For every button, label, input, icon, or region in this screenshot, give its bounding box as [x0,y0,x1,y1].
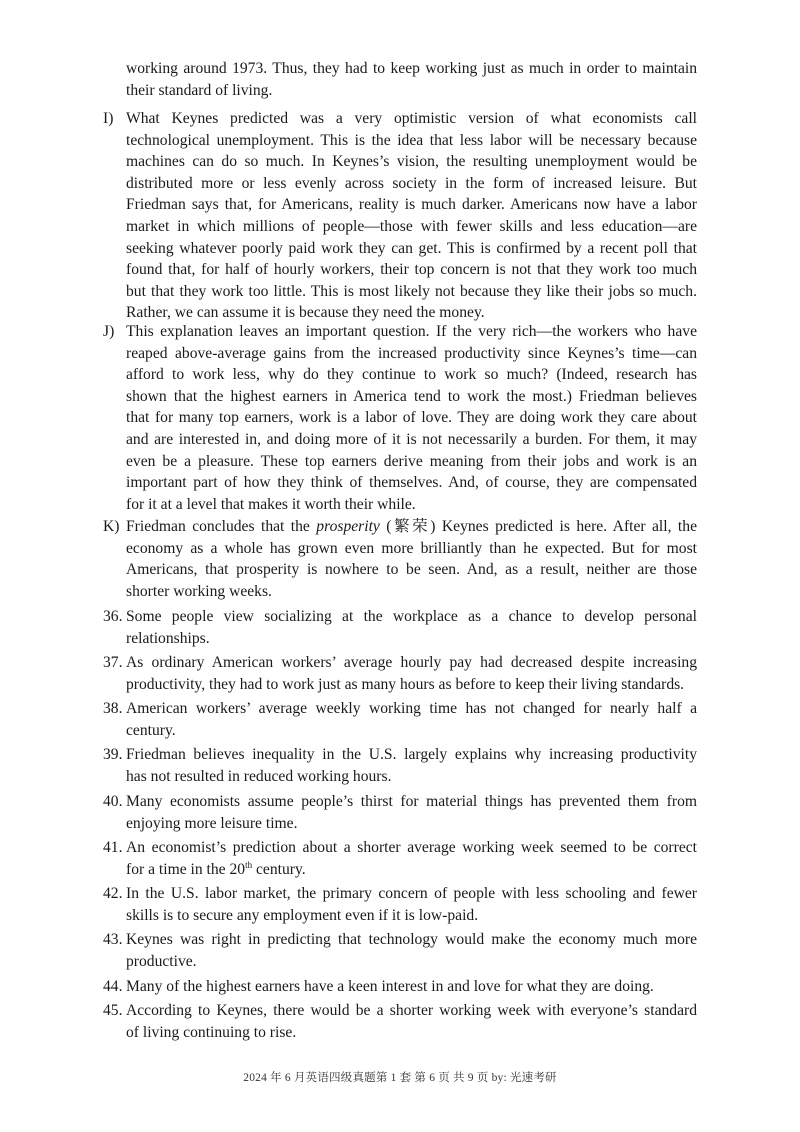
paragraph-label: J) [103,323,115,340]
text-line: their standard of living. [126,81,273,99]
text-line: An economist’s prediction about a shorter average working week seemed to be correct [126,839,697,856]
statement-40 [103,791,697,834]
statement-43 [103,929,697,972]
text-line: enjoying more leisure time. [126,814,298,832]
statement-number: 37. [103,654,123,671]
text-line: productive. [126,952,197,970]
text-line: This explanation leaves an important question. If the very rich—the workers who have [126,323,697,340]
text-line: that for many top earners, work is a labor of love. They are doing work they care about [126,409,697,427]
text-line: economy as a whole has grown even more brilliantly than he expected. But for most [126,539,697,557]
text-line: skills is to secure any employment even if it is low-paid. [126,906,479,924]
paragraph-i [103,108,697,324]
statement-number: 40. [103,793,123,810]
paragraph-j [103,321,697,515]
page-footer: 2024 年 6 月英语四级真题第 1 套 第 6 页 共 9 页 by: 光速考研 [243,1072,557,1084]
text-line: afford to work less, why do they continue to work so much? (Indeed, research has [126,366,697,384]
paragraph-k [103,516,697,602]
text-line: Americans, that prosperity is nowhere to be seen. And, as a result, neither are those [126,561,697,579]
text-line: important part of how they think of themselves. And, of course, they are compensated [126,474,697,492]
text-line: relationships. [126,629,210,647]
statement-number: 36. [103,608,123,625]
paragraph-continuation [103,58,697,101]
text-line: technological unemployment. This is the idea that less labor will be necessary because [126,131,697,149]
text-line: but that they work too little. This is most likely not because they like their jobs so much. [126,282,697,300]
statement-41 [103,837,697,880]
statement-number: 42. [103,885,123,902]
text-line: American workers’ average weekly working time has not changed for nearly half a [126,700,697,717]
text-line: productivity, they had to work just as many hours as before to keep their living standards. [126,675,685,693]
text-line: shorter working weeks. [126,582,272,600]
italic-term: prosperity [316,518,380,535]
text-line: of living continuing to rise. [126,1023,297,1041]
statement-38 [103,698,697,741]
ordinal-suffix: th [245,859,253,870]
statement-37 [103,652,697,695]
statement-number: 44. [103,978,123,995]
text-line: for a time in the 20th century. [126,859,306,878]
text-line: market in which millions of people—those with fewer skills and less education—are [126,217,697,235]
text-line: Some people view socializing at the workplace as a chance to develop personal [126,608,697,625]
text-line: What Keynes predicted was a very optimistic version of what economists call [126,110,697,127]
text-line: and are interested in, and doing more of it is not necessarily a burden. For them, it may [126,430,697,448]
text-line: distributed more or less evenly across society in the form of increased leisure. But [126,174,697,192]
text-line: Keynes was right in predicting that technology would make the economy much more [126,931,697,948]
text-line: machines can do so much. In Keynes’s vision, the resulting unemployment would be [126,153,697,171]
statement-number: 45. [103,1002,123,1019]
text-line: Many economists assume people’s thirst for material things has prevented them from [126,793,697,810]
text-line: shown that the highest earners in America tend to work the most.) Friedman believes [126,387,697,405]
statement-39 [103,744,697,787]
text-line: Many of the highest earners have a keen interest in and love for what they are doing. [126,978,654,995]
text-line: Friedman believes inequality in the U.S. largely explains why increasing productivity [126,746,697,763]
statement-42 [103,883,697,926]
paragraph-label: I) [103,110,114,127]
statement-number: 38. [103,700,123,717]
text-line: found that, for half of hourly workers, their top concern is not that they work too much [126,261,697,279]
text-line: Friedman says that, for Americans, reality is much darker. Americans now have a labor [126,196,697,214]
statement-number: 39. [103,746,123,763]
statement-45 [103,1000,697,1043]
statement-number: 41. [103,839,123,856]
statement-36 [103,606,697,649]
text-line: even be a pleasure. These top earners derive meaning from their jobs and work is an [126,452,697,470]
text-line: for it at a level that makes it worth their while. [126,495,416,513]
text-line: working around 1973. Thus, they had to keep working just as much in order to maintain [126,60,697,77]
text-line: seeking whatever poorly paid work they can get. This is confirmed by a recent poll that [126,239,697,257]
text-line: century. [126,721,176,739]
text-line: reaped above-average gains from the increased productivity since Keynes’s time—can [126,344,697,362]
statement-44 [103,976,697,998]
text-line: Rather, we can assume it is because they need the money. [126,304,485,322]
statement-number: 43. [103,931,123,948]
text-line: As ordinary American workers’ average hourly pay had decreased despite increasing [126,654,697,671]
text-line: has not resulted in reduced working hours. [126,767,392,785]
text-line: According to Keynes, there would be a shorter working week with everyone’s standard [126,1002,697,1019]
paragraph-label: K) [103,518,120,535]
text-line: Friedman concludes that the prosperity (繁荣) Keynes predicted is here. After all, the [126,518,697,535]
text-line: In the U.S. labor market, the primary concern of people with less schooling and fewer [126,885,697,902]
